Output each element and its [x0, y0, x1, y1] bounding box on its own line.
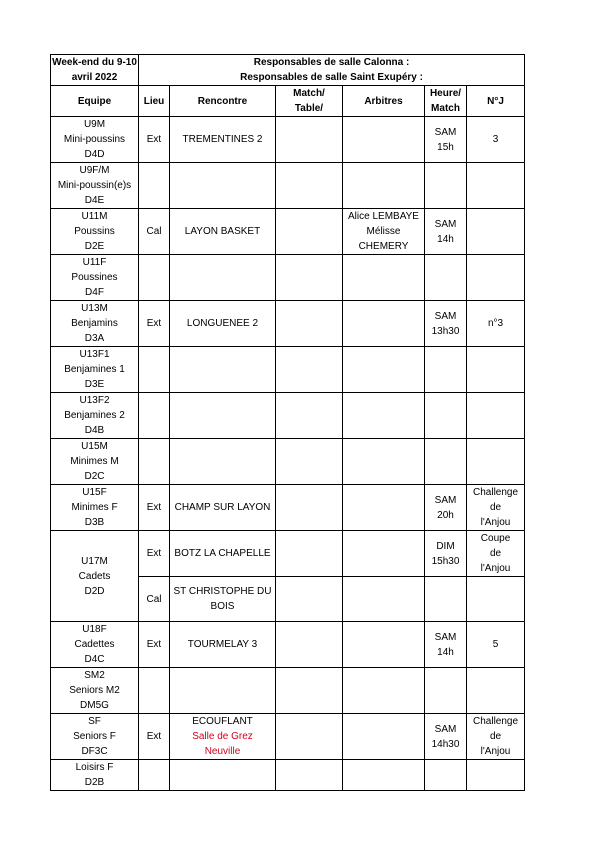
equipe-cell: U15F Minimes F D3B — [51, 485, 139, 531]
table-row — [51, 760, 525, 791]
match-table-cell — [276, 209, 343, 255]
match-table-cell — [276, 485, 343, 531]
table-row — [51, 714, 525, 760]
table-row — [51, 485, 525, 531]
heure-cell: SAM 14h — [425, 622, 467, 668]
rencontre-cell — [170, 301, 276, 347]
column-header-row — [51, 86, 525, 117]
arbitres-cell — [343, 393, 425, 439]
nj-cell — [467, 209, 525, 255]
table-row — [51, 255, 525, 301]
arbitres-cell — [343, 117, 425, 163]
heure-cell — [425, 760, 467, 791]
col-equipe: Equipe — [51, 86, 139, 117]
rencontre-cell — [170, 255, 276, 301]
rencontre-cell: ST CHRISTOPHE DU BOIS — [170, 577, 276, 622]
rencontre-text: CHAMP SUR LAYON — [174, 502, 271, 513]
rencontre-cell — [170, 622, 276, 668]
heure-cell — [425, 393, 467, 439]
rencontre-cell — [170, 117, 276, 163]
heure-cell: SAM 20h — [425, 485, 467, 531]
lieu-cell: Ext — [139, 485, 170, 531]
col-match-table: Match/ Table/ — [276, 86, 343, 117]
table-row-u17-a — [51, 531, 525, 577]
col-heure: Heure/ Match — [425, 86, 467, 117]
heure-cell — [425, 439, 467, 485]
rencontre-text: LAYON BASKET — [184, 226, 261, 237]
table-row — [51, 393, 525, 439]
nj-cell — [467, 255, 525, 301]
heure-cell: SAM 14h30 — [425, 714, 467, 760]
lieu-cell: Cal — [139, 577, 170, 622]
heure-cell: DIM 15h30 — [425, 531, 467, 577]
lieu-cell: Ext — [139, 117, 170, 163]
equipe-cell: U13M Benjamins D3A — [51, 301, 139, 347]
match-table-cell — [276, 117, 343, 163]
equipe-cell: SM2 Seniors M2 DM5G — [51, 668, 139, 714]
heure-cell — [425, 347, 467, 393]
equipe-cell: U13F1 Benjamines 1 D3E — [51, 347, 139, 393]
nj-cell — [467, 577, 525, 622]
arbitres-cell — [343, 301, 425, 347]
match-table-cell — [276, 163, 343, 209]
heure-cell: SAM 13h30 — [425, 301, 467, 347]
rencontre-cell — [170, 209, 276, 255]
equipe-cell: U11F Poussines D4F — [51, 255, 139, 301]
table-row — [51, 622, 525, 668]
match-table-cell — [276, 531, 343, 577]
rencontre-cell — [170, 163, 276, 209]
rencontre-cell — [170, 347, 276, 393]
lieu-cell: Ext — [139, 531, 170, 577]
lieu-cell — [139, 668, 170, 714]
arbitres-cell — [343, 255, 425, 301]
nj-cell — [467, 163, 525, 209]
col-nj: N°J — [467, 86, 525, 117]
rencontre-cell — [170, 714, 276, 760]
match-table-cell — [276, 301, 343, 347]
rencontre-venue-note: Salle de Grez Neuville — [192, 731, 253, 757]
table-row — [51, 163, 525, 209]
table-row — [51, 117, 525, 163]
lieu-cell: Cal — [139, 209, 170, 255]
responsables-header: Responsables de salle Calonna : Responsables de salle Saint Exupéry : — [139, 55, 525, 86]
lieu-cell — [139, 439, 170, 485]
col-arbitres: Arbitres — [343, 86, 425, 117]
table-row — [51, 301, 525, 347]
table-row — [51, 209, 525, 255]
rencontre-cell — [170, 439, 276, 485]
arbitres-cell — [343, 531, 425, 577]
header-row — [51, 55, 525, 86]
heure-cell — [425, 255, 467, 301]
equipe-cell: U13F2 Benjamines 2 D4B — [51, 393, 139, 439]
equipe-cell: U9M Mini-poussins D4D — [51, 117, 139, 163]
match-table-cell — [276, 347, 343, 393]
table-row — [51, 347, 525, 393]
nj-cell: 3 — [467, 117, 525, 163]
rencontre-cell — [170, 485, 276, 531]
lieu-cell: Ext — [139, 622, 170, 668]
nj-cell: Coupe de l'Anjou — [467, 531, 525, 577]
arbitres-cell — [343, 577, 425, 622]
equipe-cell: Loisirs F D2B — [51, 760, 139, 791]
nj-cell: Challenge de l'Anjou — [467, 714, 525, 760]
equipe-cell: SF Seniors F DF3C — [51, 714, 139, 760]
arbitres-cell — [343, 347, 425, 393]
arbitres-cell — [343, 760, 425, 791]
equipe-cell: U9F/M Mini-poussin(e)s D4E — [51, 163, 139, 209]
heure-cell: SAM 14h — [425, 209, 467, 255]
rencontre-text: TREMENTINES 2 — [182, 134, 263, 145]
nj-cell: 5 — [467, 622, 525, 668]
rencontre-cell — [170, 393, 276, 439]
col-lieu: Lieu — [139, 86, 170, 117]
table-row — [51, 439, 525, 485]
lieu-cell — [139, 163, 170, 209]
nj-cell: n°3 — [467, 301, 525, 347]
rencontre-cell — [170, 760, 276, 791]
nj-cell — [467, 760, 525, 791]
rencontre-text: ECOUFLANT — [192, 716, 253, 727]
equipe-cell: U18F Cadettes D4C — [51, 622, 139, 668]
match-table-cell — [276, 714, 343, 760]
nj-cell — [467, 439, 525, 485]
equipe-cell: U17M Cadets D2D — [51, 531, 139, 622]
arbitres-cell — [343, 439, 425, 485]
match-table-cell — [276, 577, 343, 622]
arbitres-cell — [343, 622, 425, 668]
match-table-cell — [276, 393, 343, 439]
arbitres-cell — [343, 485, 425, 531]
heure-cell — [425, 668, 467, 714]
heure-cell — [425, 577, 467, 622]
rencontre-text: TOURMELAY 3 — [187, 639, 258, 650]
nj-cell: Challenge de l'Anjou — [467, 485, 525, 531]
rencontre-text: LONGUENEE 2 — [186, 318, 259, 329]
match-table-cell — [276, 668, 343, 714]
arbitres-cell — [343, 714, 425, 760]
match-table-cell — [276, 622, 343, 668]
weekend-header: Week-end du 9-10 avril 2022 — [51, 55, 139, 86]
equipe-cell: U11M Poussins D2E — [51, 209, 139, 255]
lieu-cell: Ext — [139, 301, 170, 347]
lieu-cell — [139, 393, 170, 439]
arbitres-cell — [343, 668, 425, 714]
arbitres-cell: Alice LEMBAYE Mélisse CHEMERY — [343, 209, 425, 255]
nj-cell — [467, 347, 525, 393]
rencontre-cell: BOTZ LA CHAPELLE — [170, 531, 276, 577]
lieu-cell — [139, 255, 170, 301]
heure-cell: SAM 15h — [425, 117, 467, 163]
match-table-cell — [276, 439, 343, 485]
rencontre-cell — [170, 668, 276, 714]
match-table-cell — [276, 255, 343, 301]
lieu-cell: Ext — [139, 714, 170, 760]
match-table-cell — [276, 760, 343, 791]
table-row — [51, 668, 525, 714]
heure-cell — [425, 163, 467, 209]
nj-cell — [467, 393, 525, 439]
lieu-cell — [139, 347, 170, 393]
lieu-cell — [139, 760, 170, 791]
nj-cell — [467, 668, 525, 714]
schedule-table — [50, 54, 525, 791]
equipe-cell: U15M Minimes M D2C — [51, 439, 139, 485]
col-rencontre: Rencontre — [170, 86, 276, 117]
arbitres-cell — [343, 163, 425, 209]
